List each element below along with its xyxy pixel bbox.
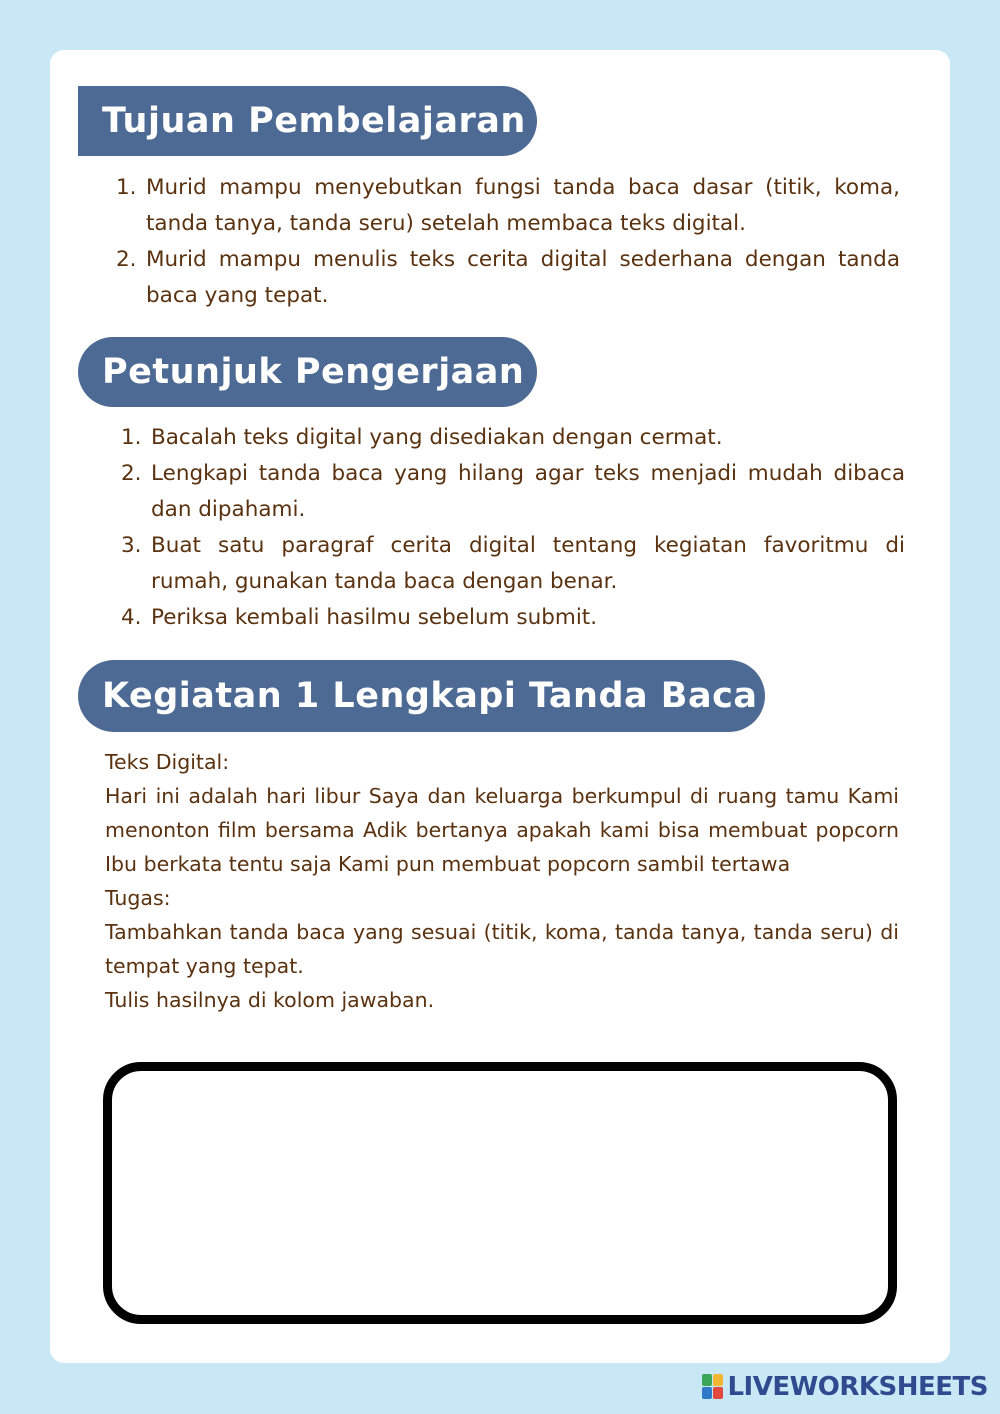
liveworksheets-brand	[702, 1372, 988, 1402]
logo-tile-l	[702, 1374, 712, 1386]
logo-tile-i	[713, 1374, 723, 1386]
section-title-kegiatan: Kegiatan 1 Lengkapi Tanda Baca	[102, 676, 758, 716]
list-item: 1. Bacalah teks digital yang disediakan dengan cermat.	[121, 425, 723, 450]
logo-tile-v	[702, 1387, 712, 1399]
answer-input[interactable]	[103, 1062, 897, 1324]
activity-text	[105, 745, 899, 1017]
section-header-petunjuk	[78, 337, 537, 407]
tujuan-list	[116, 170, 900, 314]
digital-text-paragraph: Hari ini adalah hari libur Saya dan keluarga berkumpul di ruang tamu Kami menonton film bersama Adik bertanya apakah kami bisa membuat popcorn Ibu berkata tentu saja Kami pun membuat popcorn sambil tertawa	[105, 784, 899, 876]
list-item: 2. Murid mampu menulis teks cerita digital sederhana dengan tanda baca yang tepat.	[116, 247, 900, 308]
label-tugas: Tugas:	[105, 886, 171, 910]
section-title-tujuan: Tujuan Pembelajaran	[102, 101, 526, 141]
list-item: 1. Murid mampu menyebutkan fungsi tanda baca dasar (titik, koma, tanda tanya, tanda seru) setelah membaca teks digital.	[116, 175, 900, 236]
label-teks-digital: Teks Digital:	[105, 750, 230, 774]
answer-instruction: Tulis hasilnya di kolom jawaban.	[105, 988, 435, 1012]
liveworksheets-logo-icon	[702, 1374, 724, 1400]
logo-tile-e	[713, 1387, 723, 1399]
petunjuk-list	[121, 420, 905, 636]
section-header-tujuan	[78, 86, 537, 156]
list-item: 3. Buat satu paragraf cerita digital tentang kegiatan favoritmu di rumah, gunakan tanda baca dengan benar.	[121, 533, 905, 594]
list-item: 4. Periksa kembali hasilmu sebelum submit.	[121, 605, 598, 630]
brand-name: LIVEWORKSHEETS	[727, 1372, 988, 1402]
section-title-petunjuk: Petunjuk Pengerjaan	[102, 352, 525, 392]
section-header-kegiatan	[78, 660, 765, 732]
task-instruction: Tambahkan tanda baca yang sesuai (titik, koma, tanda tanya, tanda seru) di tempat yang tepat.	[105, 920, 899, 978]
list-item: 2. Lengkapi tanda baca yang hilang agar teks menjadi mudah dibaca dan dipahami.	[121, 461, 905, 522]
